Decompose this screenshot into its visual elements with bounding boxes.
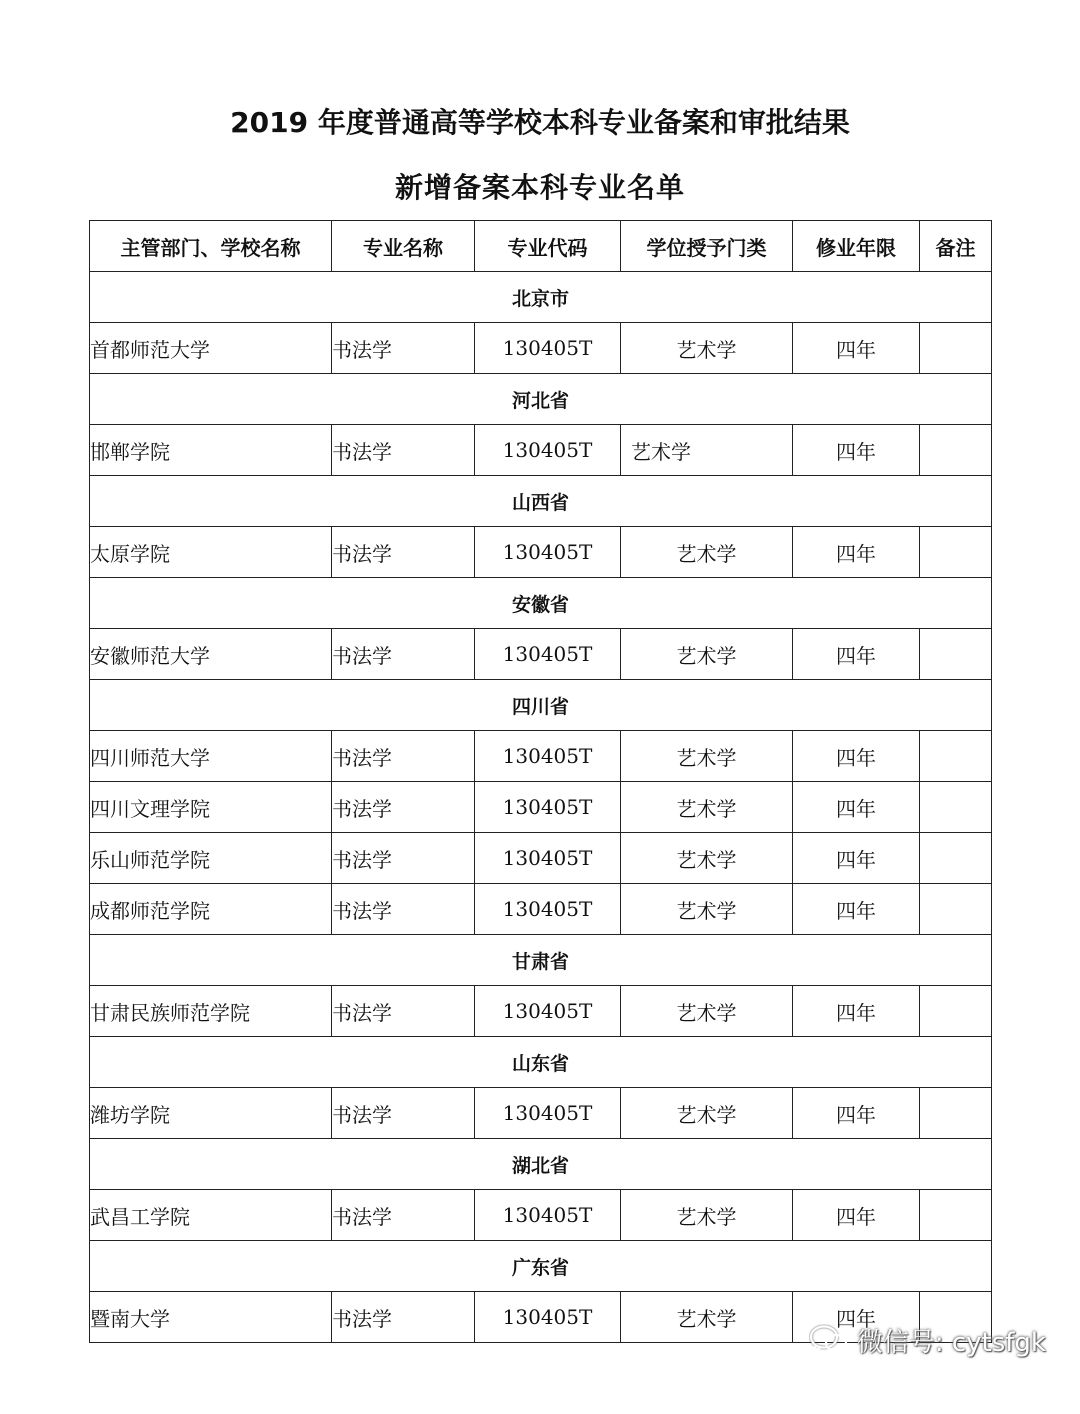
header-code: 专业代码 [475,221,621,272]
major-code-cell: 130405T [475,986,621,1037]
major-code-cell: 130405T [475,731,621,782]
study-years-cell: 四年 [793,884,920,935]
note-cell [920,782,992,833]
province-label: 安徽省 [90,578,992,629]
table-row [90,884,992,935]
major-name-cell: 书法学 [332,1190,475,1241]
school-name-cell: 四川文理学院 [90,782,332,833]
school-name-cell: 武昌工学院 [90,1190,332,1241]
header-major: 专业名称 [332,221,475,272]
major-name-cell: 书法学 [332,833,475,884]
note-cell [920,425,992,476]
table-row [90,323,992,374]
degree-category-cell: 艺术学 [621,629,793,680]
study-years-cell: 四年 [793,782,920,833]
table-row [90,527,992,578]
table-row [90,1190,992,1241]
watermark-text: 微信号: cytsfgk [856,1327,1046,1358]
major-name-cell: 书法学 [332,629,475,680]
major-code-cell: 130405T [475,782,621,833]
major-code-cell: 130405T [475,425,621,476]
note-cell [920,1190,992,1241]
province-row [90,476,992,527]
major-roster-table [89,220,992,1343]
province-row [90,935,992,986]
major-code-cell: 130405T [475,629,621,680]
major-name-cell: 书法学 [332,1292,475,1343]
school-name-cell: 四川师范大学 [90,731,332,782]
table-body [90,272,992,1343]
table-row [90,629,992,680]
study-years-cell: 四年 [793,527,920,578]
table-row [90,782,992,833]
major-code-cell: 130405T [475,1292,621,1343]
degree-category-cell: 艺术学 [621,986,793,1037]
header-category: 学位授予门类 [621,221,793,272]
province-label: 河北省 [90,374,992,425]
note-cell [920,731,992,782]
degree-category-cell: 艺术学 [621,1088,793,1139]
degree-category-cell: 艺术学 [621,1292,793,1343]
province-label: 北京市 [90,272,992,323]
school-name-cell: 首都师范大学 [90,323,332,374]
study-years-cell: 四年 [793,986,920,1037]
province-row [90,374,992,425]
province-row [90,1241,992,1292]
province-label: 甘肃省 [90,935,992,986]
major-name-cell: 书法学 [332,782,475,833]
major-name-cell: 书法学 [332,527,475,578]
study-years-cell: 四年 [793,629,920,680]
table-row [90,833,992,884]
study-years-cell: 四年 [793,1190,920,1241]
major-code-cell: 130405T [475,1190,621,1241]
school-name-cell: 成都师范学院 [90,884,332,935]
note-cell [920,833,992,884]
study-years-cell: 四年 [793,425,920,476]
major-name-cell: 书法学 [332,986,475,1037]
school-name-cell: 太原学院 [90,527,332,578]
school-name-cell: 乐山师范学院 [90,833,332,884]
header-note: 备注 [920,221,992,272]
major-code-cell: 130405T [475,323,621,374]
study-years-cell: 四年 [793,731,920,782]
province-row [90,680,992,731]
major-name-cell: 书法学 [332,884,475,935]
school-name-cell: 暨南大学 [90,1292,332,1343]
major-name-cell: 书法学 [332,1088,475,1139]
school-name-cell: 安徽师范大学 [90,629,332,680]
province-label: 山东省 [90,1037,992,1088]
school-name-cell: 甘肃民族师范学院 [90,986,332,1037]
major-name-cell: 书法学 [332,731,475,782]
major-code-cell: 130405T [475,527,621,578]
degree-category-cell: 艺术学 [621,833,793,884]
major-code-cell: 130405T [475,884,621,935]
major-name-cell: 书法学 [332,323,475,374]
wechat-watermark [809,1320,1046,1360]
province-row [90,578,992,629]
note-cell [920,527,992,578]
table-row [90,1088,992,1139]
study-years-cell: 四年 [793,1292,920,1343]
major-code-cell: 130405T [475,833,621,884]
major-code-cell: 130405T [475,1088,621,1139]
province-row [90,1037,992,1088]
note-cell [920,323,992,374]
degree-category-cell: 艺术学 [621,884,793,935]
degree-category-cell: 艺术学 [621,1190,793,1241]
table-row [90,731,992,782]
table-row [90,425,992,476]
note-cell [920,1088,992,1139]
province-label: 广东省 [90,1241,992,1292]
document-subtitle: 新增备案本科专业名单 [394,171,685,204]
note-cell [920,986,992,1037]
study-years-cell: 四年 [793,323,920,374]
province-label: 山西省 [90,476,992,527]
study-years-cell: 四年 [793,1088,920,1139]
header-school: 主管部门、学校名称 [90,221,332,272]
province-label: 四川省 [90,680,992,731]
degree-category-cell: 艺术学 [621,731,793,782]
school-name-cell: 潍坊学院 [90,1088,332,1139]
degree-category-cell: 艺术学 [621,782,793,833]
note-cell [920,629,992,680]
degree-category-cell: 艺术学 [621,425,793,476]
document-title: 2019 年度普通高等学校本科专业备案和审批结果 [230,106,850,139]
school-name-cell: 邯郸学院 [90,425,332,476]
note-cell [920,884,992,935]
header-years: 修业年限 [793,221,920,272]
major-name-cell: 书法学 [332,425,475,476]
study-years-cell: 四年 [793,833,920,884]
degree-category-cell: 艺术学 [621,527,793,578]
province-row [90,272,992,323]
degree-category-cell: 艺术学 [621,323,793,374]
table-row [90,986,992,1037]
wechat-icon [809,1324,849,1356]
province-row [90,1139,992,1190]
table-header-row [90,221,992,272]
province-label: 湖北省 [90,1139,992,1190]
